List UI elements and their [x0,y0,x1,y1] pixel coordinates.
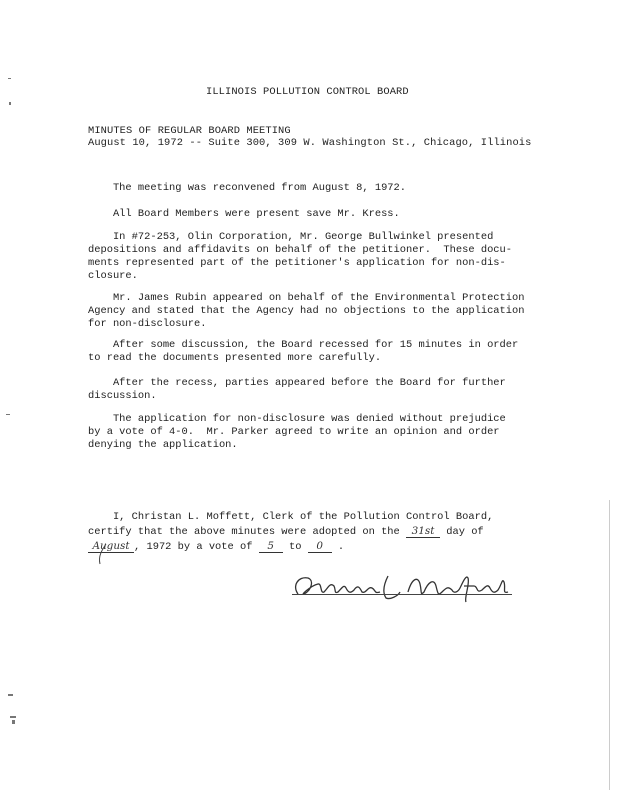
vote-against-text: 0 [316,540,323,552]
scan-speck [8,78,11,79]
paragraph-recess [88,339,528,365]
scan-speck [10,716,16,718]
certification-text: certify that the above minutes were adopted on the [88,526,407,538]
handwriting-flourish [90,540,120,570]
handwritten-month-text: August [92,540,130,552]
handwritten-vote-for [259,539,283,553]
paragraph-line: After some discussion, the Board recessed for 15 minutes in order [88,339,519,351]
handwritten-day [406,524,440,538]
paragraph-further-discussion [88,377,528,403]
paragraph-epa [88,292,528,331]
certification-text: . [331,541,345,553]
paragraph-line: depositions and affidavits on behalf of the petitioner. These docu- [88,244,513,256]
paragraph-line: discussion. [88,390,157,402]
minutes-heading: MINUTES OF REGULAR BOARD MEETING [88,125,291,137]
scan-speck [8,694,13,696]
certification-line [88,539,528,554]
certification-text: to [282,541,308,553]
vote-for-text: 5 [267,540,275,552]
paragraph-reconvened [88,182,528,195]
handwritten-vote-against [308,539,332,553]
paragraph-line: denying the application. [88,439,238,451]
paragraph-line: In #72-253, Olin Corporation, Mr. George Bullwinkel presented [88,231,494,243]
paragraph-line: Agency and stated that the Agency had no objections to the application [88,305,525,317]
clerk-signature [288,568,516,608]
paragraph-olin-corporation [88,231,528,283]
paragraph-line: The application for non-disclosure was denied without prejudice [88,413,506,425]
paragraph-line: All Board Members were present save Mr. Kress. [88,208,400,220]
handwritten-day-text: 31st [411,525,435,537]
paragraph-line: The meeting was reconvened from August 8, 1972. [88,182,407,194]
paragraph-attendance [88,208,528,221]
paragraph-decision [88,413,528,452]
certification-text: , 1972 by a vote of [134,541,259,553]
certification-text: day of [440,526,484,538]
certification-line [88,524,528,539]
paragraph-line: for non-disclosure. [88,318,207,330]
document-title: ILLINOIS POLLUTION CONTROL BOARD [206,86,409,98]
paragraph-line: to read the documents presented more carefully. [88,352,382,364]
paragraph-line: ments represented part of the petitioner's application for non-dis- [88,257,506,269]
paragraph-line: by a vote of 4-0. Mr. Parker agreed to write an opinion and order [88,426,500,438]
paragraph-line: Mr. James Rubin appeared on behalf of the Environmental Protection [88,292,525,304]
clerk-certification [88,510,528,554]
meeting-date-location: August 10, 1972 -- Suite 300, 309 W. Washington St., Chicago, Illinois [88,137,532,149]
scan-edge [609,500,610,790]
paragraph-line: closure. [88,270,138,282]
paragraph-line: After the recess, parties appeared before the Board for further [88,377,506,389]
certification-line: I, Christan L. Moffett, Clerk of the Pollution Control Board, [88,511,494,523]
scan-speck [9,102,11,105]
signature-line [292,594,512,595]
scan-speck [12,720,15,724]
scan-speck [6,414,10,415]
